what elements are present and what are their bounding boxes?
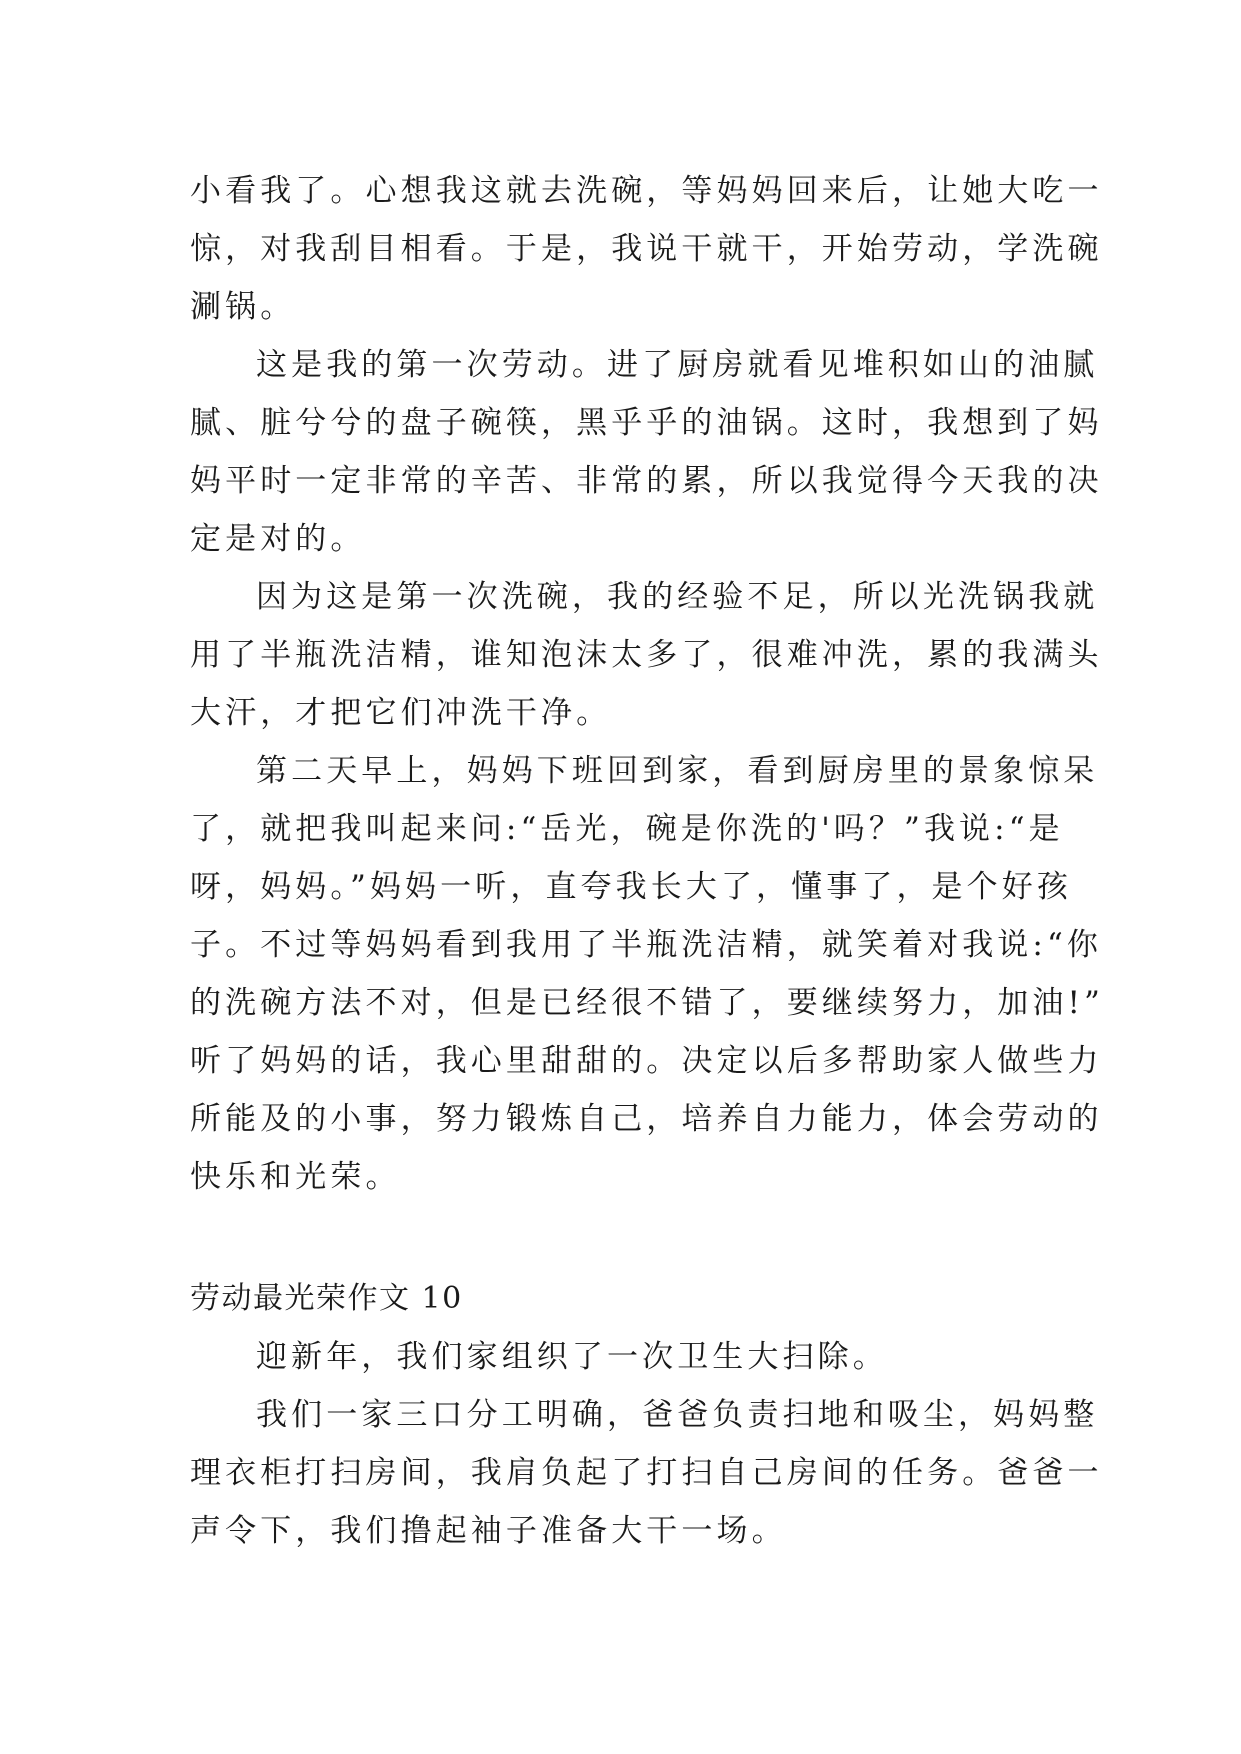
paragraph-line: 腻、脏兮兮的盘子碗筷，黑乎乎的油锅。这时，我想到了妈 xyxy=(190,405,1103,441)
paragraph-line: 大汗，才把它们冲洗干净。 xyxy=(190,695,612,731)
paragraph-line: 用了半瓶洗洁精，谁知泡沫太多了，很难冲洗，累的我满头 xyxy=(190,637,1103,673)
paragraph-line: 的洗碗方法不对，但是已经很不错了，要继续努力，加油!” xyxy=(190,985,1105,1021)
paragraph-line: 小看我了。心想我这就去洗碗，等妈妈回来后，让她大吃一 xyxy=(190,173,1103,209)
paragraph-line: 因为这是第一次洗碗，我的经验不足，所以光洗锅我就 xyxy=(256,579,1099,615)
paragraph-line: 声令下，我们撸起袖子准备大干一场。 xyxy=(190,1513,787,1549)
paragraph-line: 惊，对我刮目相看。于是，我说干就干，开始劳动，学洗碗 xyxy=(190,231,1103,267)
paragraph-line: 涮锅。 xyxy=(190,289,296,325)
paragraph-line: 理衣柜打扫房间，我肩负起了打扫自己房间的任务。爸爸一 xyxy=(190,1455,1103,1491)
paragraph-line: 我们一家三口分工明确，爸爸负责扫地和吸尘，妈妈整 xyxy=(256,1397,1099,1433)
paragraph-line: 了，就把我叫起来问:“岳光，碗是你洗的'吗？”我说:“是 xyxy=(190,811,1064,847)
paragraph-line: 所能及的小事，努力锻炼自己，培养自力能力，体会劳动的 xyxy=(190,1101,1103,1137)
paragraph-line: 子。不过等妈妈看到我用了半瓶洗洁精，就笑着对我说:“你 xyxy=(190,927,1102,963)
document-body xyxy=(190,162,1105,1560)
essay-title: 劳动最光荣作文 10 xyxy=(190,1281,463,1316)
section-gap xyxy=(190,1206,1060,1270)
paragraph-line: 呀，妈妈。”妈妈一听，直夸我长大了，懂事了，是个好孩 xyxy=(190,869,1072,905)
paragraph-line: 妈平时一定非常的辛苦、非常的累，所以我觉得今天我的决 xyxy=(190,463,1103,499)
paragraph-line: 这是我的第一次劳动。进了厨房就看见堆积如山的油腻 xyxy=(256,347,1099,383)
paragraph-line: 听了妈妈的话，我心里甜甜的。决定以后多帮助家人做些力 xyxy=(190,1043,1103,1079)
paragraph-line: 快乐和光荣。 xyxy=(190,1159,401,1195)
paragraph-line: 第二天早上，妈妈下班回到家，看到厨房里的景象惊呆 xyxy=(256,753,1099,789)
paragraph-line: 定是对的。 xyxy=(190,521,366,557)
paragraph-line: 迎新年，我们家组织了一次卫生大扫除。 xyxy=(256,1339,888,1375)
